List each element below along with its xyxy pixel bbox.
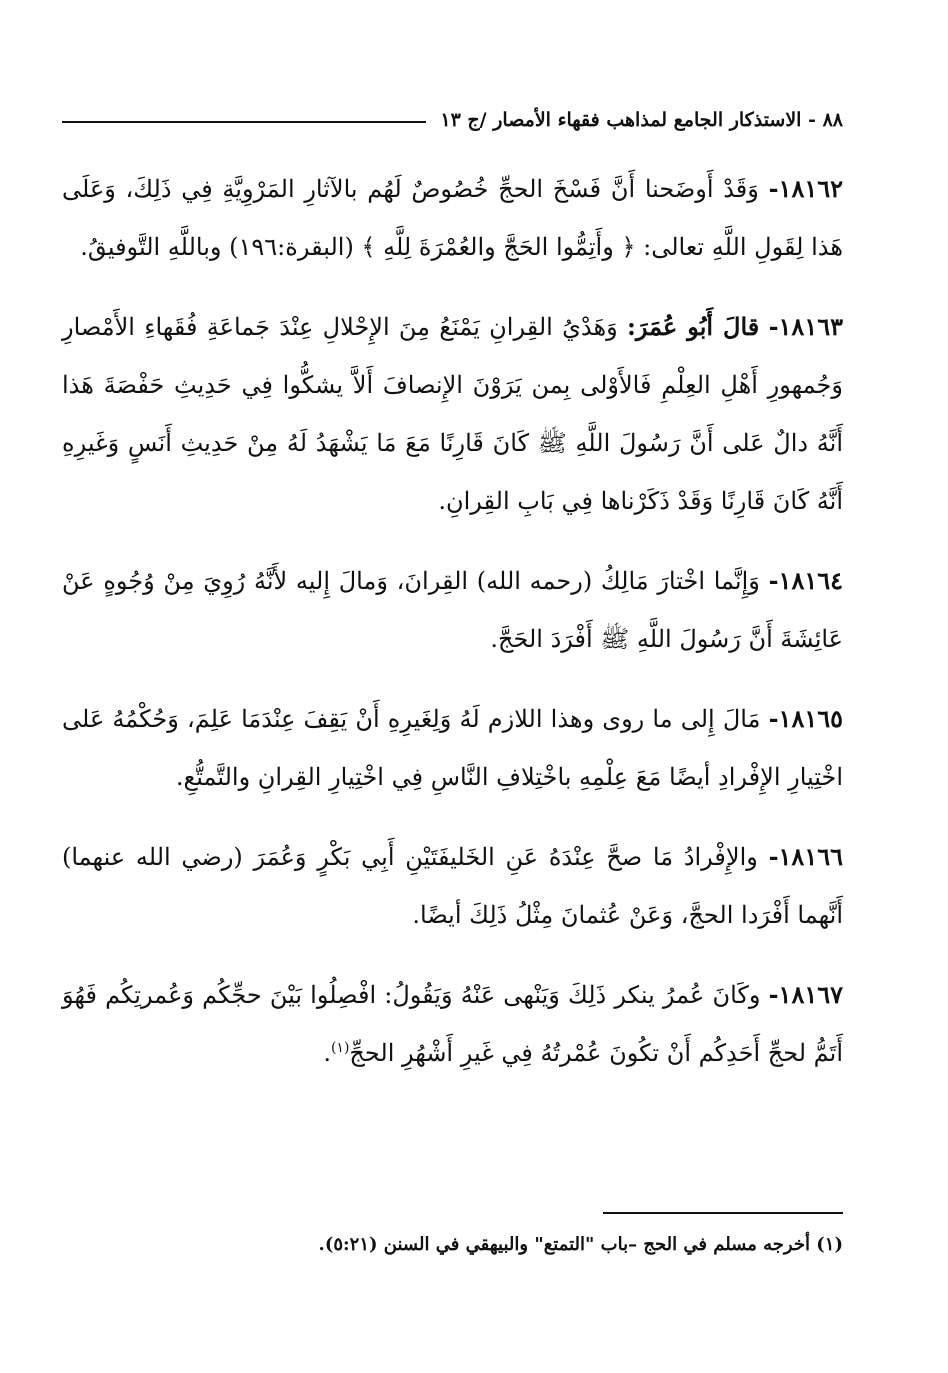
paragraph-number: ١٨١٦٦- [768, 842, 843, 871]
page [62, 0, 843, 1373]
paragraph-number: ١٨١٦٧- [768, 980, 843, 1009]
paragraph-text: والإِفْرادُ مَا صحَّ عِنْدَهُ عَنِ الخَليفَتَيْنِ أَبِي بَكْرٍ وَعُمَرَ (رضي الله عنهما) أَنَّهما أَفْرَدا الحجَّ، وَعَنْ عُثمانَ مِثْلُ ذَلِكَ أيضًا. [62, 843, 843, 929]
paragraph-18167 [62, 966, 843, 1082]
paragraph-end: . [323, 1039, 331, 1067]
paragraph-number: ١٨١٦٥- [768, 704, 843, 733]
paragraph-number: ١٨١٦٤- [768, 566, 843, 595]
main-text [62, 160, 843, 1104]
footnote [62, 1230, 843, 1260]
paragraph-18166 [62, 828, 843, 944]
paragraph-18165 [62, 690, 843, 806]
footnote-marker: (١) [816, 1234, 843, 1255]
paragraph-18164 [62, 552, 843, 668]
paragraph-18163 [62, 298, 843, 530]
footnote-separator [603, 1212, 843, 1214]
paragraph-text: مَالَ إِلى ما روى وهذا اللازم لَهُ وَلِغَيرِهِ أَنْ يَقِفَ عِنْدَمَا عَلِمَ، وَحُكْمُهُ عَلى اخْتِيارِ الإِفْرادِ أيضًا مَعَ عِلْمِهِ باخْتِلافِ النَّاسِ فِي اخْتِيارِ القِرانِ والتَّمتُّعِ. [62, 705, 843, 791]
paragraph-number: ١٨١٦٣- [768, 312, 843, 341]
footnote-text: أخرجه مسلم في الحج –باب "التمتع" والبيهقي في السنن (٥:٢١). [318, 1234, 810, 1255]
running-title: ٨٨ - الاستذكار الجامع لمذاهب فقهاء الأمصار /ج ١٣ [440, 109, 843, 131]
paragraph-text: وَقَدْ أَوضَحنا أَنَّ فَسْخَ الحجِّ خُصُوصٌ لَهُم بالآثارِ المَرْوِيَّةِ فِي ذَلِكَ، وَعَلَى هَذا لِقَولِ اللَّهِ تعالى: ﴿ وأَتِمُّوا الحَجَّ والعُمْرَةَ لِلَّهِ ﴾ (البقرة:١٩٦) وباللَّهِ التَّوفيقُ. [62, 175, 843, 261]
paragraph-text: وكَانَ عُمرُ ينكر ذَلِكَ وَيَنْهى عَنْهُ وَيَقُولُ: افْصِلُوا بَيْنَ حجِّكُم وَعُمرتِكُم فَهُوَ أَتَمُّ لحجِّ أَحَدِكُم أَنْ تكُونَ عُمْرتُهُ فِي غَيرِ أَشْهُرِ الحجِّ [62, 981, 843, 1067]
paragraph-18162 [62, 160, 843, 276]
speaker-attribution: قالَ أَبُو عُمَرَ: [627, 312, 760, 341]
header-rule [62, 121, 426, 123]
paragraph-number: ١٨١٦٢- [768, 174, 843, 203]
running-header [62, 98, 843, 142]
footnote-reference[interactable]: (١) [330, 1040, 350, 1056]
paragraph-text: وَإِنَّما اخْتارَ مَالِكُ (رحمه الله) القِرانَ، وَمالَ إِليه لأَنَّهُ رُوِيَ مِنْ وُجُوهٍ عَنْ عَائِشَةَ أَنَّ رَسُولَ اللَّهِ ﷺ أَفْرَدَ الحَجَّ. [62, 567, 843, 653]
paragraph-text: وَهَدْيُ القِرانِ يَمْنَعُ مِنَ الإِحْلالِ عِنْدَ جَماعَةِ فُقَهاءِ الأَمْصارِ وَجُمهورِ أَهْلِ العِلْمِ فَالأَوْلى بِمن يَرَوْنَ الإِنصافَ أَلاَّ يشكُّوا فِي حَدِيثِ حَفْصَةَ هَذا أَنَّهُ دالٌ عَلى أَنَّ رَسُولَ اللَّهِ ﷺ كَانَ قَارِنًا مَعَ مَا يَشْهَدُ لَهُ مِنْ حَدِيثِ أَنَسٍ وَغَيرِهِ أَنَّهُ كَانَ قَارِنًا وَقَدْ ذَكَرْناها فِي بَابِ القِرانِ. [62, 313, 843, 515]
